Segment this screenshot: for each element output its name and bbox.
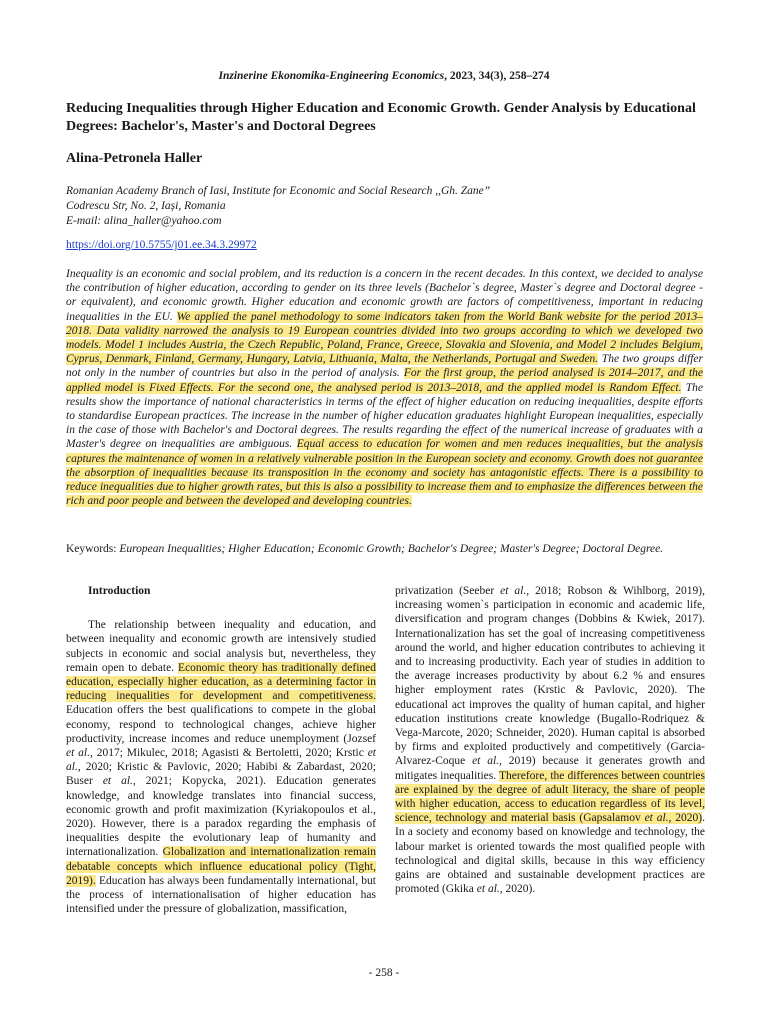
intro-text: privatization (Seeber [395, 585, 501, 597]
intro-text: 2020; Kristic & Pavlovic, 2020; Habibi & Zabardast, 2020; Buser [66, 761, 376, 788]
paper-title: Reducing Inequalities through Higher Education and Economic Growth. Gender Analysis by Educational Degrees: Bachelor's, Master's and Doctoral Degrees [66, 101, 696, 134]
affiliation-address: Codrescu Str, No. 2, Iași, Romania [66, 200, 226, 212]
right-column [395, 584, 705, 896]
doi-link[interactable]: https://doi.org/10.5755/j01.ee.34.3.29972 [66, 239, 257, 251]
intro-text: 2017; Mikulec, 2018; Agasisti & Bertoletti, 2020; Krstic [92, 747, 368, 760]
abstract-text: Inequality is an economic and social problem, and its reduction is a concern in the recent decades. In this context, we decided to analyse the contribution of higher education, according to gender on its three levels (Bachelor`s degree, Master`s degree and Doctoral degree - or equivalent), and economic growth. Higher education and economic growth are factors of competitiveness, important in reducing inequalities in the EU. [66, 268, 703, 323]
et-al: et al., [66, 747, 376, 774]
intro-text: Therefore, the differences between countries are explained by the degree of adult literacy, the share of people with higher education, access to education regardless of its level, science, technology and material basis (Gapsalamov [395, 769, 705, 825]
keywords-label: Keywords: [66, 543, 120, 555]
intro-text: 2020). [502, 883, 536, 896]
journal-citation: , 2023, 34(3), 258–274 [444, 70, 550, 82]
intro-text: Education offers the best qualifications to compete in the global economy, respond to technological changes, achieve higher productivity, increase incomes and reduce unemployment (Jozsef [66, 704, 376, 745]
journal-header [0, 70, 768, 82]
intro-text: 2019) because it generates growth and mitigates inequalities. [395, 755, 706, 782]
intro-paragraph [66, 618, 376, 916]
keywords-values: European Inequalities; Higher Education; Economic Growth; Bachelor's Degree; Master's Degree; Doctoral Degree. [119, 543, 664, 555]
page-number: - 258 - [368, 967, 400, 979]
journal-name: Inzinerine Ekonomika-Engineering Economics [218, 70, 445, 82]
affiliation-institute: Romanian Academy Branch of Iasi, Institute for Economic and Social Research ,,Gh. Zane” [66, 185, 491, 197]
intro-highlight: Globalization and internationalization remain debatable concepts which influence educational policy (Tight, 2019). [66, 846, 376, 887]
intro-text: 2021; Kopycka, 2021). Education generates knowledge, and knowledge translates into financial success, economic growth and profit maximization (Kyriakopoulos et al., 2020). However, there is a paradox regarding the emphasis of inequalities despite the evolutionary leap of humanity and internationalization. [66, 775, 376, 859]
et-al: et al., [500, 585, 530, 597]
et-al: et al., [472, 755, 502, 768]
abstract-text: The two groups differ not only in the number of countries but also in the period of analysis. [66, 353, 703, 380]
keywords [66, 542, 703, 556]
abstract [66, 267, 703, 508]
introduction-heading: Introduction [88, 585, 151, 597]
left-column [66, 584, 376, 916]
abstract-text: The results show the importance of national characteristics in terms of the effect of higher education on reducing inequalities, despite efforts to standardise European practices. The increase in the number of higher education graduates highlight European inequalities, especially in the case of those with Bachelor's and Doctoral degrees. The results regarding the effect of the numerical increase of graduates with a Master's degree on inequalities are ambiguous. [66, 381, 703, 451]
abstract-highlight: We applied the panel methodology to some indicators taken from the World Bank website for the period 2013–2018. Data validity narrowed the analysis to 19 European countries divided into two groups according to which we developed two models. Model 1 includes Austria, the Czech Republic, Poland, France, Greece, Slovakia and Slovenia, and Model 2 includes Belgium, Cyprus, Denmark, Finland, Germany, Hungary, Latvia, Lithuania, Malta, the Netherlands, Portugal and Sweden. [66, 310, 703, 366]
abstract-highlight: Equal access to education for women and men reduces inequalities, but the analysis captures the maintenance of women in a relatively vulnerable position in the European society and economy. Growth does not guarantee the absorption of inequalities because its transposition in the economy and society has antagonistic effects. There is a possibility to reduce inequalities due to higher growth rates, but this is also a possibility to increase them and to emphasize the differences between the rich and poor people and between the developed and developing countries. [66, 438, 704, 508]
intro-highlight: Economic theory has traditionally defined education, especially higher education, as a determining factor in reducing inequalities for development and competitiveness. [66, 661, 376, 703]
et-al: et al., [644, 812, 672, 825]
affiliation [66, 184, 490, 229]
intro-text: 2020) [671, 812, 703, 825]
et-al: et al., [66, 747, 93, 760]
affiliation-email: E-mail: alina_haller@yahoo.com [66, 215, 222, 227]
intro-text: Education has always been fundamentally international, but the process of internationalisation of higher education has intensified under the pressure of globalization, massification, [66, 874, 376, 916]
abstract-highlight: For the first group, the period analysed is 2014–2017, and the applied model is Fixed Effects. For the second one, the analysed period is 2013–2018, and the applied model is Random Effect. [66, 367, 703, 394]
author-name: Alina-Petronela Haller [66, 151, 203, 166]
et-al: et al., [102, 775, 136, 788]
et-al: et al., [476, 883, 503, 896]
intro-text: The relationship between inequality and education, and between inequality and economic growth are intensively studied subjects in economic and social analysis but, nevertheless, they remain open to debate. [66, 619, 376, 674]
intro-text: 2018; Robson & Wihlborg, 2019), increasing women`s participation in economic and academic life, diversification and program changes (Dobbins & Kwiek, 2017). Internationalization has set the goal of increasing competitiveness around the world, and higher education contributes to achieving it and to increasing productivity. Each year of studies in addition to the average increases productivity by about 6.2 % and ensures higher employment rates (Krstic & Pavlovic, 2020). The educational act improves the quality of human capital, and higher education institutions create knowledge (Bugallo-Rodriquez & Vega-Marcote, 2020; Schneider, 2020). Human capital is absorbed by firms and exploited productively and competitively (Garcia-Alvarez-Coque [395, 585, 705, 768]
intro-text: . In a society and economy based on knowledge and technology, the labour market is oriented towards the most qualified people with technological and digital skills, because in this way efficiency gains are obtained and sustainable development practices are promoted (Gkika [395, 812, 705, 896]
intro-paragraph-continued [395, 584, 705, 896]
